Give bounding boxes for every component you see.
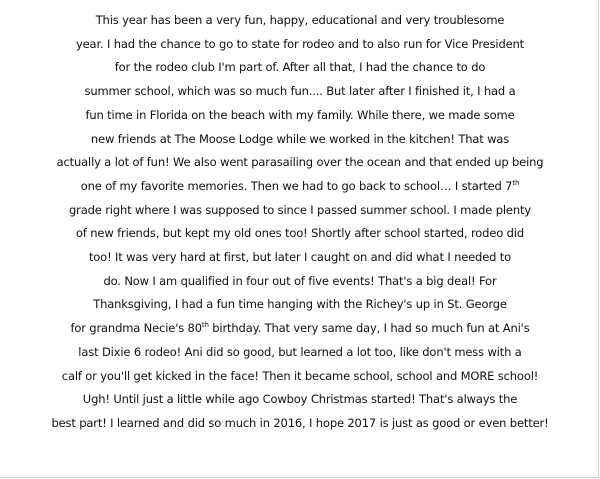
ordinal-suffix-7th: th [512,179,520,188]
text-line-4: summer school, which was so much fun.... But later after I finished it, I had a [84,84,516,99]
text-line-8 [0,175,600,199]
text-line-10: of new friends, but kept my old ones too! Shortly after school started, rodeo did [76,226,524,241]
text-line-12: do. Now I am qualified in four out of five events! That's a big deal! For [103,273,497,288]
text-line-16: calf or you'll get kicked in the face! Then it became school, school and MORE school! [61,368,539,383]
text-line-17: Ugh! Until just a little while ago Cowboy Christmas started! That's always the [82,392,518,407]
text-line-18: best part! I learned and did so much in 2016, I hope 2017 is just as good or even better! [51,415,549,430]
text-line-15: last Dixie 6 rodeo! Ani did so good, but learned a lot too, like don't mess with a [78,344,522,359]
ordinal-suffix-80th: th [201,321,209,330]
text-line-3: for the rodeo club I'm part of. After all that, I had the chance to do [114,60,486,75]
text-line-9: grade right where I was supposed to since I passed summer school. I made plenty [69,202,531,217]
text-line-6: new friends at The Moose Lodge while we worked in the kitchen! That was [90,131,510,146]
text-line-11: too! It was very hard at first, but later I caught on and did what I needed to [88,250,512,265]
text-line-8-main: one of my favorite memories. Then we had to go back to school… I started 7 [80,178,513,193]
text-line-5: fun time in Florida on the beach with my family. While there, we made some [85,107,515,122]
text-line-14-start: for grandma Necie's 80 [70,321,202,336]
document-body [0,9,600,436]
text-line-1: This year has been a very fun, happy, educational and very troublesome [95,13,505,27]
text-line-14 [0,317,600,341]
text-line-14-end: birthday. That very same day, I had so much fun at Ani's [208,321,530,336]
text-line-7: actually a lot of fun! We also went parasailing over the ocean and that ended up being [56,155,544,170]
text-line-2: year. I had the chance to go to state for rodeo and to also run for Vice President [75,36,525,51]
text-line-13: Thanksgiving, I had a fun time hanging with the Richey's up in St. George [93,297,507,312]
